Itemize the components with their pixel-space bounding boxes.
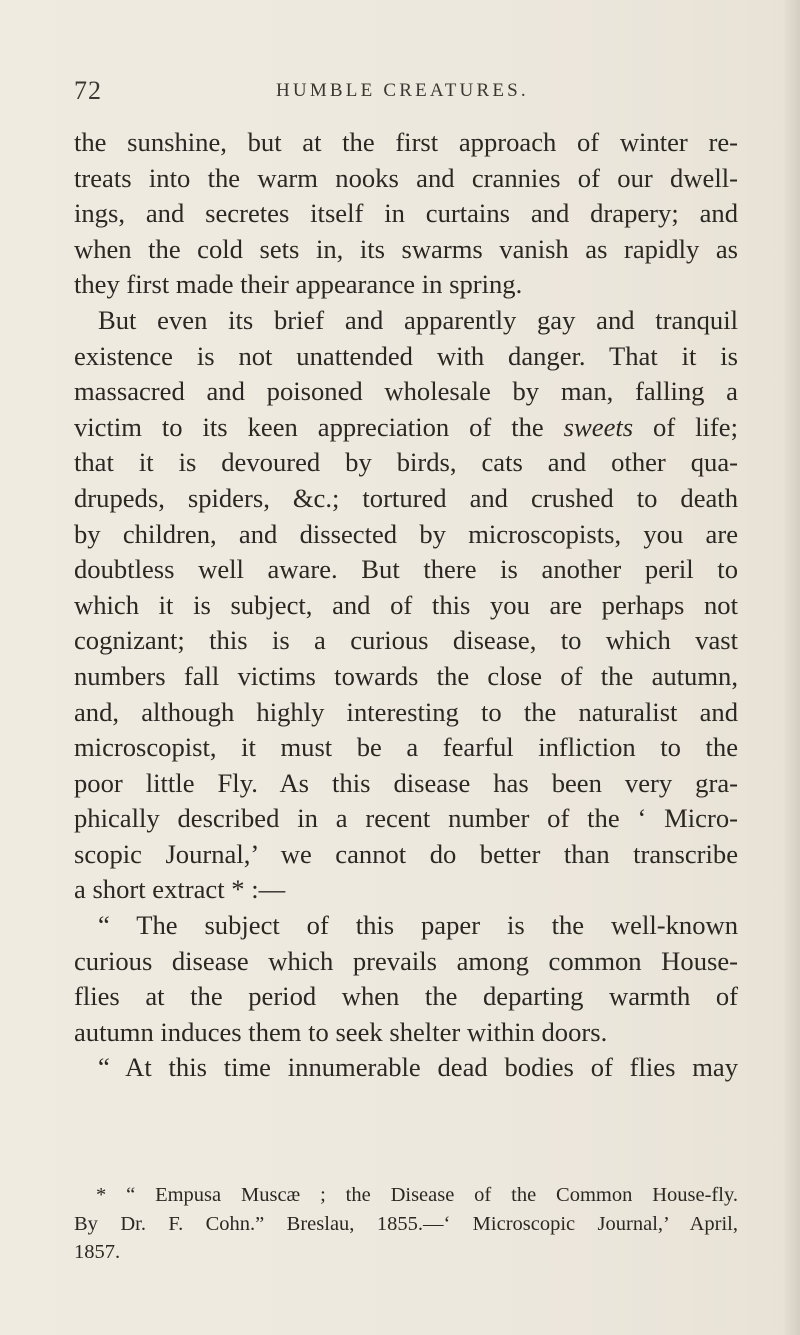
page-header — [74, 76, 734, 110]
text-line: “ The subject of this paper is the well-known — [98, 910, 738, 941]
body-text — [74, 125, 738, 1086]
text-line: and, although highly interesting to the naturalist and — [74, 696, 738, 727]
footnote — [74, 1181, 738, 1267]
footnote-line: * “ Empusa Muscæ ; the Disease of the Common House-fly. — [96, 1184, 738, 1206]
text-line: a short extract * :— — [74, 874, 286, 905]
text-line: that it is devoured by birds, cats and other qua- — [74, 447, 738, 478]
footnote-line: 1857. — [74, 1241, 121, 1263]
text-line: drupeds, spiders, &c.; tortured and crushed to death — [74, 482, 738, 513]
running-head: HUMBLE CREATURES. — [276, 80, 529, 101]
text-line: poor little Fly. As this disease has been very gra- — [74, 767, 738, 798]
text-line — [74, 410, 738, 446]
page-edge-shadow — [782, 0, 800, 1335]
text-line: flies at the period when the departing warmth of — [74, 981, 738, 1012]
text-line: existence is not unattended with danger. That it is — [74, 340, 738, 371]
page-number: 72 — [74, 76, 102, 105]
text-line: cognizant; this is a curious disease, to which vast — [74, 625, 738, 656]
text-line: doubtless well aware. But there is another peril to — [74, 554, 738, 585]
text-line: scopic Journal,’ we cannot do better than transcribe — [74, 838, 738, 869]
text-line: which it is subject, and of this you are perhaps not — [74, 589, 738, 620]
text-segment: of life; — [633, 411, 738, 442]
text-line: when the cold sets in, its swarms vanish as rapidly as — [74, 233, 738, 264]
text-line: But even its brief and apparently gay and tranquil — [98, 304, 738, 335]
text-line: ings, and secretes itself in curtains and drapery; and — [74, 198, 738, 229]
text-line: curious disease which prevails among common House- — [74, 945, 738, 976]
text-line: by children, and dissected by microscopists, you are — [74, 518, 738, 549]
text-line: treats into the warm nooks and crannies of our dwell- — [74, 162, 738, 193]
text-line: numbers fall victims towards the close of the autumn, — [74, 660, 738, 691]
text-line: autumn induces them to seek shelter within doors. — [74, 1016, 608, 1047]
text-line: “ At this time innumerable dead bodies of flies may — [98, 1052, 738, 1083]
text-segment: victim to its keen appreciation of the — [74, 411, 564, 442]
italic-word: sweets — [563, 411, 634, 442]
text-line: microscopist, it must be a fearful infliction to the — [74, 732, 738, 763]
text-line: they first made their appearance in spring. — [74, 269, 523, 300]
text-line: massacred and poisoned wholesale by man, falling a — [74, 376, 738, 407]
text-line: phically described in a recent number of the ‘ Micro- — [74, 803, 738, 834]
text-line: the sunshine, but at the first approach of winter re- — [74, 127, 738, 157]
footnote-line: By Dr. F. Cohn.” Breslau, 1855.—‘ Microscopic Journal,’ April, — [74, 1212, 738, 1235]
